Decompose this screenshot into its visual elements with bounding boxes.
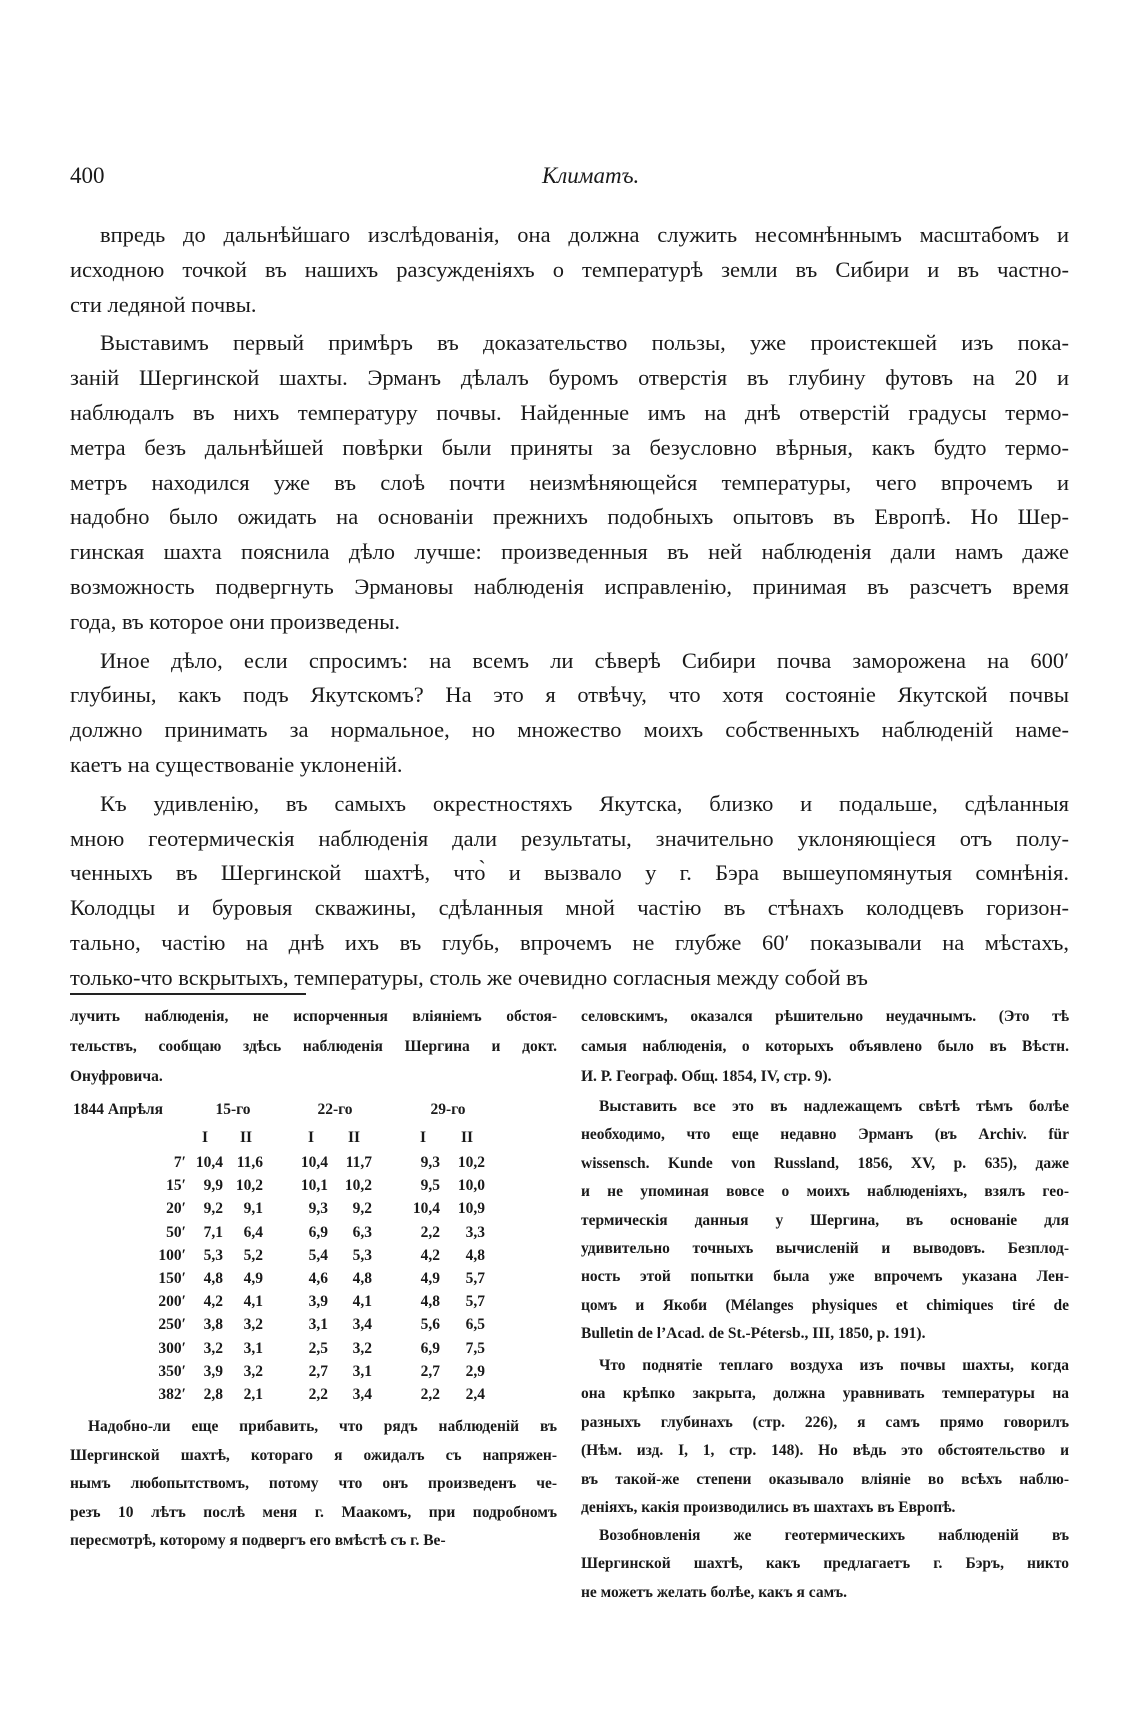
table-value: 5,6: [420, 1316, 440, 1334]
text-line: возможность подвергнуть Эрмановы наблюденія исправленію, принимая въ разсчетъ время: [70, 573, 1069, 599]
table-value: 3,1: [243, 1339, 263, 1357]
text-line: впредь до дальнѣйшаго изслѣдованія, она должна служить несомнѣннымъ масштабомъ и: [100, 222, 1069, 247]
paragraph: [70, 644, 1069, 783]
table-depth: 15′: [166, 1177, 186, 1195]
table-value: 2,4: [465, 1386, 485, 1403]
text-line: глубины, какъ подъ Якутскомъ? На это я отвѣчу, что хотя состояніе Якутской почвы: [70, 682, 1069, 708]
table-value: 2,7: [420, 1362, 440, 1380]
table-value: 10,4: [195, 1154, 223, 1171]
table-value: 3,9: [308, 1293, 328, 1311]
text-line: должно принимать за нормальное, но множество моихъ собственныхъ наблюденій наме-: [70, 717, 1069, 743]
table-value: 4,8: [203, 1270, 223, 1287]
table-subheader: I: [201, 1129, 209, 1146]
text-line: термическія данныя у Шергина, въ основаніе для: [581, 1211, 1069, 1229]
table-date-header: 22-го: [317, 1101, 353, 1118]
table-value: 4,2: [203, 1293, 223, 1311]
table-value: 5,7: [465, 1293, 485, 1311]
table-value: 6,9: [420, 1339, 440, 1357]
table-value: 9,9: [203, 1177, 223, 1195]
text-line: селовскимъ, оказался рѣшительно неудачнымъ. (Это тѣ: [581, 1008, 1069, 1025]
table-value: 11,7: [345, 1154, 372, 1171]
table-value: 5,2: [243, 1246, 263, 1264]
table-value: 4,8: [352, 1270, 372, 1287]
text-line: надобно было ожидать на основаніи прежнихъ подобныхъ опытовъ въ Европѣ. Но Шер-: [70, 504, 1069, 530]
table-value: 4,8: [465, 1246, 485, 1264]
table-depth: 200′: [158, 1293, 186, 1311]
text-line: тельствъ, сообщаю здѣсь наблюденія Шергина и докт.: [70, 1038, 557, 1055]
table-value: 6,3: [352, 1223, 372, 1241]
text-line: не можетъ желать болѣе, какъ я самъ.: [581, 1583, 848, 1601]
table-value: 9,3: [420, 1154, 440, 1171]
text-line: ченныхъ въ Шергинской шахтѣ, что̀ и вызвало у г. Бэра вышеупомянутыя сомнѣнія.: [70, 860, 1069, 886]
table-value: 10,0: [457, 1177, 485, 1195]
text-line: И. Р. Географ. Общ. 1854, IV, стр. 9).: [581, 1068, 832, 1085]
table-value: 10,9: [457, 1200, 485, 1218]
table-subheader: I: [307, 1129, 315, 1146]
text-line: Возобновленія же геотермическихъ наблюденій въ: [599, 1527, 1069, 1544]
table-value: 9,1: [243, 1200, 263, 1218]
table-subheader: II: [460, 1129, 474, 1146]
footnote-right-continuation: [581, 1002, 1069, 1096]
text-line: сти ледяной почвы.: [70, 291, 257, 317]
table-value: 3,2: [352, 1339, 372, 1357]
table-value: 9,2: [203, 1200, 223, 1218]
table-value: 10,4: [300, 1154, 328, 1171]
table-depth: 150′: [158, 1270, 186, 1287]
text-line: самыя наблюденія, о которыхъ объявлено было въ Вѣстн.: [581, 1038, 1069, 1055]
paragraph: [70, 1002, 557, 1092]
paragraph: [70, 787, 1069, 996]
table-subheader: II: [239, 1129, 253, 1146]
table-depth: 382′: [158, 1386, 186, 1403]
paragraph: [581, 1002, 1069, 1092]
paragraph: [581, 1522, 1069, 1607]
table-depth: 250′: [158, 1316, 186, 1334]
table-value: 10,2: [344, 1177, 372, 1195]
table-value: 4,6: [308, 1270, 328, 1287]
text-line: Иное дѣло, если спросимъ: на всемъ ли сѣверѣ Сибири почва заморожена на 600′: [100, 647, 1069, 673]
text-line: исходною точкой въ нашихъ разсужденіяхъ о температурѣ земли въ Сибири и въ частно-: [70, 256, 1069, 282]
table-value: 3,3: [465, 1223, 485, 1241]
text-line: Шергинской шахтѣ, котораго я ожидалъ съ напряжен-: [70, 1446, 557, 1464]
text-line: Колодцы и буровыя скважины, сдѣланныя мной частію въ стѣнахъ колодцевъ горизон-: [70, 895, 1069, 921]
main-text: [70, 218, 1069, 1000]
table-value: 2,2: [420, 1386, 440, 1403]
text-line: тально, частію на днѣ ихъ въ глубь, впрочемъ не глубже 60′ показывали на мѣстахъ,: [70, 929, 1069, 955]
text-line: Онуфровича.: [70, 1068, 163, 1085]
table-label: 1844 Апрѣля: [73, 1101, 164, 1118]
text-line: необходимо, что еще недавно Эрманъ (въ Archiv. für: [581, 1126, 1069, 1144]
table-value: 4,1: [352, 1293, 372, 1311]
table-value: 9,3: [308, 1200, 328, 1218]
paragraph: [581, 1352, 1069, 1522]
paragraph: [70, 1413, 557, 1556]
paragraph: [581, 1093, 1069, 1349]
text-line: Шергинской шахтѣ, какъ предлагаетъ г. Бэръ, никто: [581, 1555, 1069, 1573]
table-value: 9,5: [420, 1177, 440, 1195]
table-value: 5,3: [203, 1246, 223, 1264]
text-line: разныхъ глубинахъ (стр. 226), я самъ прямо говорилъ: [581, 1413, 1069, 1431]
text-line: деніяхъ, какія производились въ шахтахъ въ Европѣ.: [581, 1499, 956, 1517]
table-value: 5,4: [308, 1246, 328, 1264]
table-value: 6,9: [308, 1223, 328, 1241]
table-value: 6,5: [465, 1316, 485, 1334]
table-value: 3,1: [352, 1362, 372, 1380]
table-value: 3,2: [243, 1316, 263, 1334]
footnote-divider: [70, 993, 306, 995]
table-value: 10,1: [300, 1177, 328, 1195]
table-value: 4,2: [420, 1246, 440, 1264]
table-value: 5,3: [352, 1246, 372, 1264]
text-line: она крѣпко закрыта, должна уравнивать температуры на: [581, 1385, 1069, 1403]
table-value: 7,1: [203, 1223, 223, 1241]
text-line: пересмотрѣ, которому я подвергъ его вмѣстѣ съ г. Ве-: [70, 1532, 446, 1549]
table-value: 2,9: [465, 1362, 485, 1380]
table-value: 3,2: [203, 1339, 223, 1357]
footnote-right-paragraph: [581, 1352, 1069, 1526]
text-line: и не упоминая вовсе о моихъ наблюденіяхъ, взялъ гео-: [581, 1183, 1069, 1201]
footnote-right-paragraph: [581, 1522, 1069, 1611]
text-line: метра безъ дальнѣйшей повѣрки были приняты за безусловно вѣрныя, какъ будто термо-: [70, 434, 1069, 460]
footnote-left-intro: [70, 1002, 557, 1096]
text-line: Что поднятіе теплаго воздуха изъ почвы шахты, когда: [599, 1357, 1069, 1374]
table-depth: 100′: [158, 1246, 186, 1264]
text-line: (Нѣм. изд. I, 1, стр. 148). Но вѣдь это обстоятельство и: [581, 1442, 1069, 1460]
paragraph: [70, 326, 1069, 639]
table-value: 4,1: [243, 1293, 263, 1311]
text-line: наблюдалъ въ нихъ температуру почвы. Найденные имъ на днѣ отверстій градусы термо-: [70, 399, 1069, 425]
table-value: 3,2: [243, 1362, 263, 1380]
table-value: 3,9: [203, 1362, 223, 1380]
text-line: Bulletin de l’Acad. de St.-Pétersb., III, 1850, p. 191).: [581, 1325, 926, 1343]
table-value: 11,6: [236, 1154, 263, 1171]
text-line: Выставимъ первый примѣръ въ доказательство пользы, уже проистекшей изъ пока-: [100, 330, 1069, 356]
footnote-right-paragraph: [581, 1093, 1069, 1353]
table-value: 4,8: [420, 1293, 440, 1311]
paragraph: [70, 218, 1069, 322]
table-value: 3,1: [308, 1316, 328, 1334]
text-line: Надобно-ли еще прибавить, что рядъ наблюденій въ: [88, 1418, 557, 1435]
text-line: удивительно точныхъ вычисленій и выводовъ. Безплод-: [581, 1240, 1069, 1258]
text-line: Выставить все это въ надлежащемъ свѣтѣ тѣмъ болѣе: [599, 1098, 1069, 1115]
text-line: лучить наблюденія, не испорченныя вліяніемъ обстоя-: [70, 1008, 557, 1025]
text-line: нымъ любопытствомъ, потому что онъ произведенъ че-: [70, 1475, 557, 1492]
table-date-header: 29-го: [430, 1101, 466, 1118]
table-value: 2,5: [308, 1339, 328, 1357]
table-value: 7,5: [465, 1339, 485, 1357]
text-line: заній Шергинской шахты. Эрманъ дѣлалъ буромъ отверстія въ глубину футовъ на 20 и: [70, 365, 1069, 391]
table-value: 6,4: [243, 1223, 263, 1241]
table-depth: 50′: [166, 1223, 186, 1241]
table-value: 2,8: [203, 1386, 223, 1403]
table-subheader: II: [347, 1129, 361, 1146]
page-number: 400: [70, 163, 105, 188]
table-depth: 300′: [158, 1339, 186, 1357]
table-value: 10,2: [457, 1154, 485, 1171]
text-line: года, въ которое они произведены.: [70, 608, 401, 634]
footnote-left-paragraph: [70, 1413, 557, 1560]
table-value: 3,4: [352, 1316, 372, 1334]
text-line: цомъ и Якоби (Mélanges physiques et chimiques tiré de: [581, 1296, 1069, 1314]
table-subheader: I: [419, 1129, 427, 1146]
running-title: Климатъ.: [542, 163, 640, 188]
table-value: 3,8: [203, 1316, 223, 1334]
table-value: 10,4: [412, 1200, 440, 1218]
text-line: гинская шахта пояснила дѣло лучше: произведенныя въ ней наблюденія дали намъ даже: [70, 539, 1069, 565]
table-value: 2,2: [308, 1386, 328, 1403]
text-line: мною геотермическія наблюденія дали результаты, значительно уклоняющіеся отъ полу-: [70, 825, 1069, 851]
table-value: 10,2: [235, 1177, 263, 1195]
table-depth: 350′: [158, 1362, 186, 1380]
text-line: въ такой-же степени оказывало вліяніе во всѣхъ наблю-: [581, 1470, 1069, 1488]
table-depth: 20′: [166, 1200, 186, 1218]
table-value: 4,9: [243, 1270, 263, 1287]
table-value: 4,9: [420, 1270, 440, 1287]
table-value: 2,2: [420, 1223, 440, 1241]
table-value: 2,1: [243, 1386, 263, 1403]
text-line: резъ 10 лѣтъ послѣ меня г. Маакомъ, при подробномъ: [70, 1503, 557, 1521]
text-line: метръ находился уже въ слоѣ почти неизмѣняющейся температуры, чего впрочемъ и: [70, 469, 1069, 495]
table-value: 5,7: [465, 1270, 485, 1287]
table-value: 3,4: [352, 1386, 372, 1403]
table-date-header: 15-го: [215, 1101, 251, 1118]
text-line: Къ удивленію, въ самыхъ окрестностяхъ Якутска, близко и подальше, сдѣланныя: [100, 790, 1069, 816]
text-line: ность этой попытки была уже впрочемъ указана Лен-: [581, 1268, 1069, 1286]
table-value: 2,7: [308, 1362, 328, 1380]
text-line: wissensch. Kunde von Russland, 1856, XV, p. 635), даже: [581, 1154, 1069, 1172]
table-depth: 7′: [173, 1154, 186, 1171]
text-line: только-что вскрытыхъ, температуры, столь же очевидно согласныя между собой въ: [70, 964, 868, 990]
text-line: каетъ на существованіе уклоненій.: [70, 751, 403, 777]
table-value: 9,2: [352, 1200, 372, 1218]
